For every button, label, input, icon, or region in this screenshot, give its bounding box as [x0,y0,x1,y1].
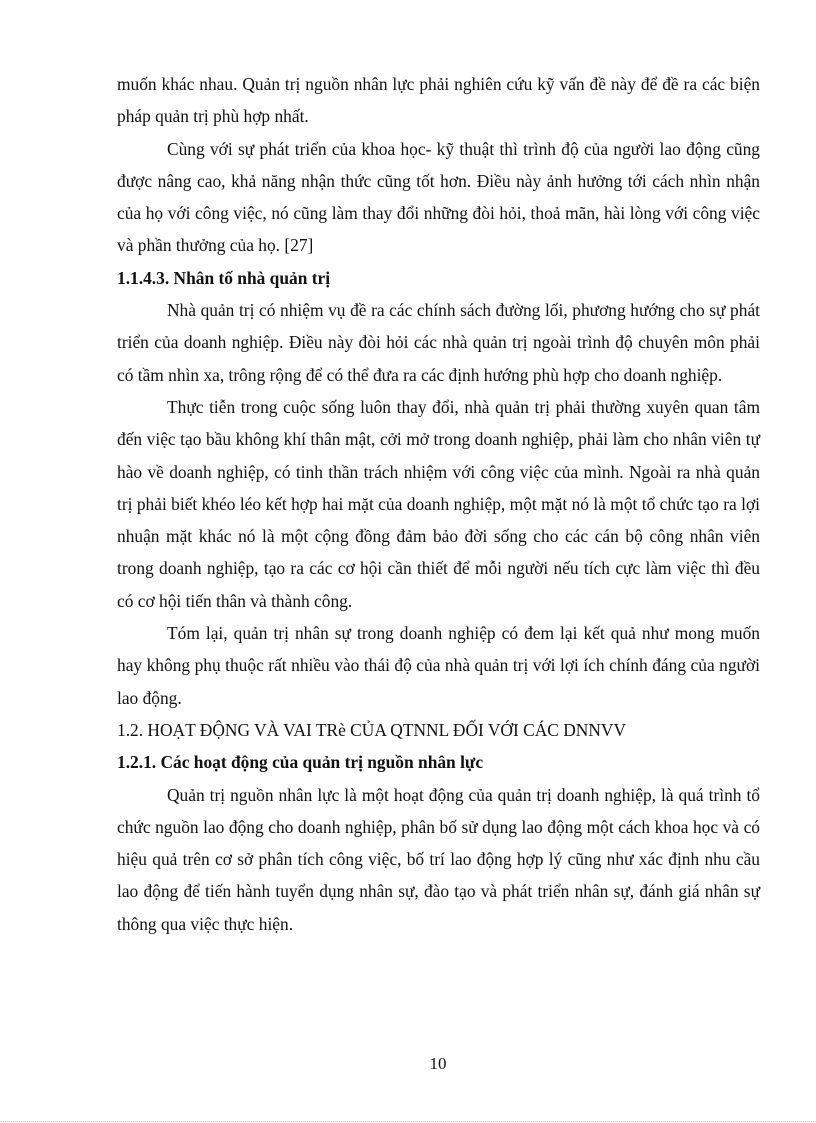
page-body [117,68,760,940]
paragraph-manager-role: Nhà quản trị có nhiệm vụ đề ra các chính sách đường lối, phương hướng cho sự phát triển của doanh nghiệp. Điều này đòi hỏi các nhà quản trị ngoài trình độ chuyên môn phải có tầm nhìn xa, trông rộng để có thể đưa ra các định hướng phù hợp cho doanh nghiệp. [117,300,760,385]
page-bottom-divider [0,1121,816,1122]
paragraph-hrm-definition: Quản trị nguồn nhân lực là một hoạt động của quản trị doanh nghiệp, là quá trình tổ chức nguồn lao động cho doanh nghiệp, phân bố sử dụng lao động một cách khoa học và có hiệu quả trên cơ sở phân tích công việc, bố trí lao động hợp lý cũng như xác định nhu cầu lao động để tiến hành tuyển dụng nhân sự, đào tạo và phát triển nhân sự, đánh giá nhân sự thông qua việc thực hiện. [117,784,760,934]
page-number: 10 [429,1054,447,1073]
paragraph-worker-awareness: Cùng với sự phát triển của khoa học- kỹ thuật thì trình độ của người lao động cũng được nâng cao, khả năng nhận thức cũng tốt hơn. Điều này ảnh hưởng tới cách nhìn nhận của họ với công việc, nó cũng làm thay đổi những đòi hỏi, thoả mãn, hài lòng với công việc và phần thưởng của họ. [27] [117,138,760,256]
heading-manager-factor: 1.1.4.3. Nhân tố nhà quản trị [117,267,331,288]
paragraph-summary: Tóm lại, quản trị nhân sự trong doanh nghiệp có đem lại kết quả như mong muốn hay không phụ thuộc rất nhiều vào thái độ của nhà quản trị với lợi ích chính đáng của người lao động. [117,623,760,708]
paragraph-continuation: muốn khác nhau. Quản trị nguồn nhân lực phải nghiên cứu kỹ vấn đề này để đề ra các biện pháp quản trị phù hợp nhất. [117,74,760,127]
heading-hrm-activities: 1.2.1. Các hoạt động của quản trị nguồn nhân lực [117,752,484,773]
paragraph-manager-practice: Thực tiễn trong cuộc sống luôn thay đổi, nhà quản trị phải thường xuyên quan tâm đến việc tạo bầu không khí thân mật, cởi mở trong doanh nghiệp, phải làm cho nhân viên tự hào về doanh nghiệp, có tinh thần trách nhiệm với công việc của mình. Ngoài ra nhà quản trị phải biết khéo léo kết hợp hai mặt của doanh nghiệp, một mặt nó là một tổ chức tạo ra lợi nhuận mặt khác nó là một cộng đồng đảm bảo đời sống cho các cán bộ công nhân viên trong doanh nghiệp, tạo ra các cơ hội cần thiết để mỗi người nếu tích cực làm việc thì đều có cơ hội tiến thân và thành công. [117,396,760,611]
section-heading-activities-roles: 1.2. HOẠT ĐỘNG VÀ VAI TRè CỦA QTNNL ĐỐI VỚI CÁC DNNVV [117,719,627,740]
